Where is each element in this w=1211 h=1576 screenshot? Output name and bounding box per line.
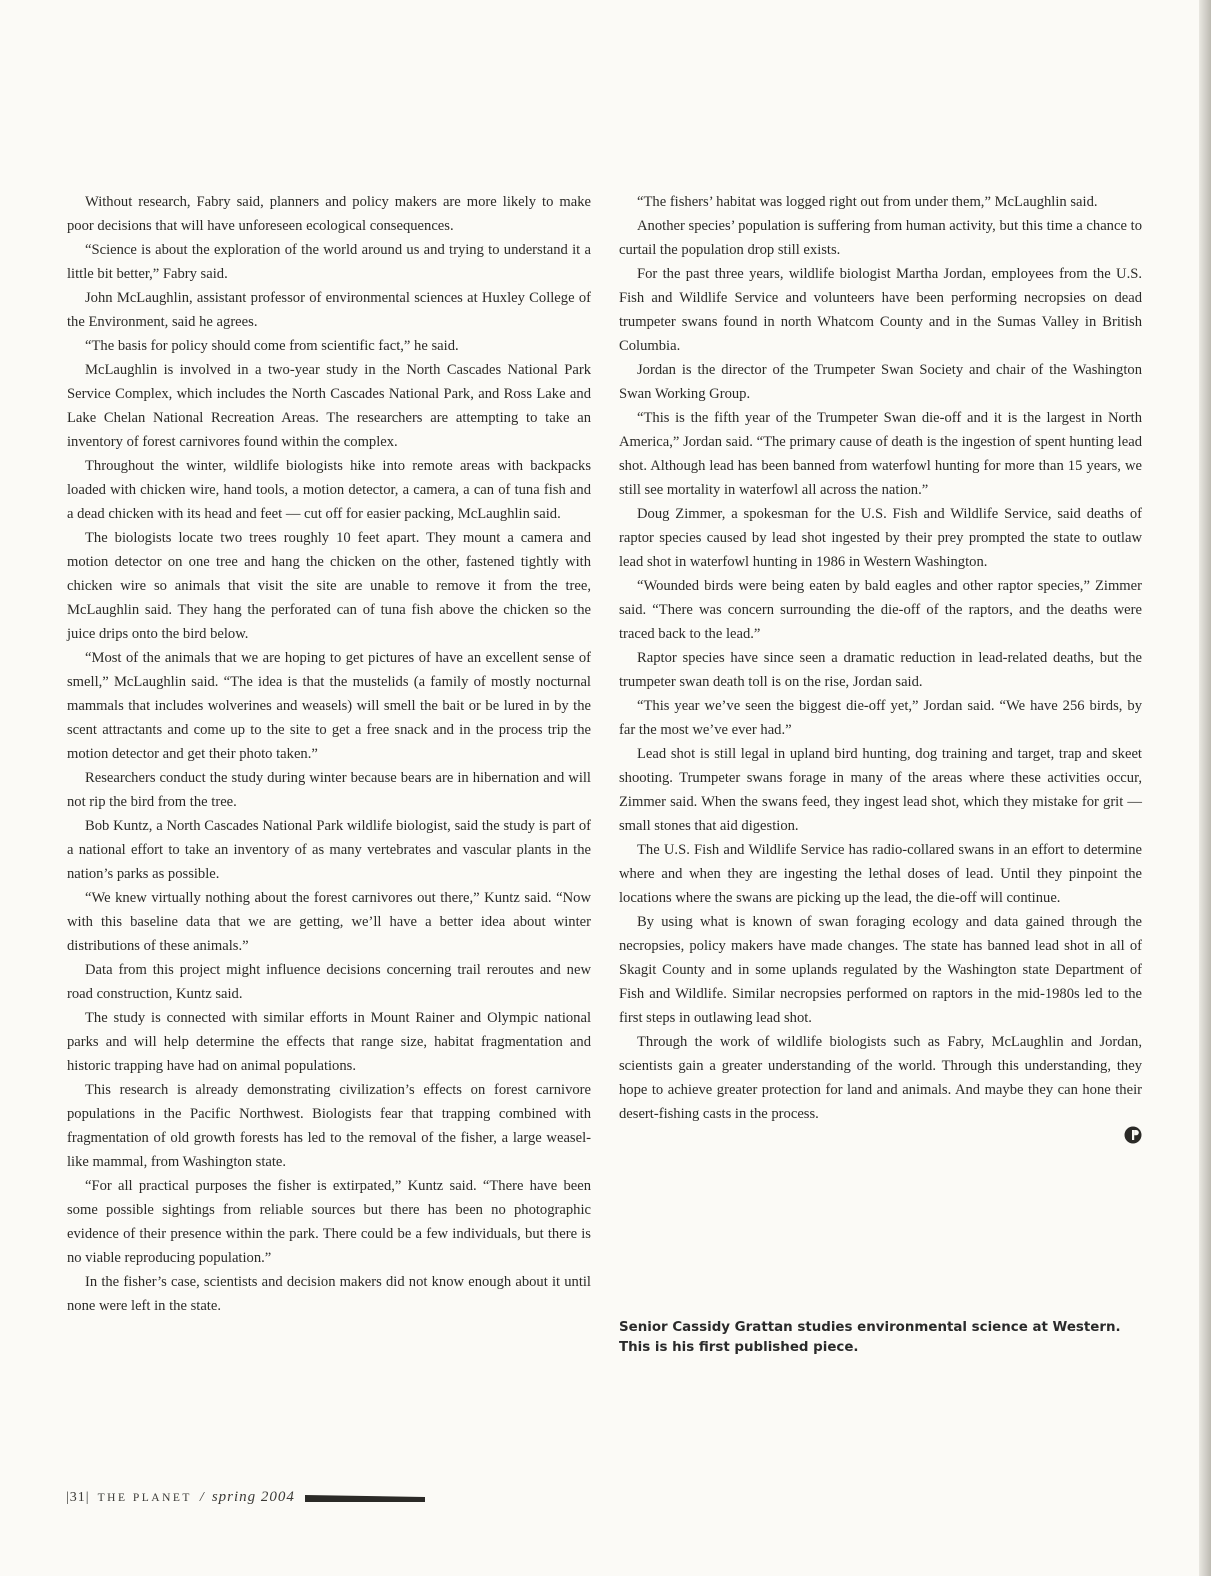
paragraph: The study is connected with similar efforts in Mount Rainer and Olympic national parks and will help determine the effects that range size, habitat fragmentation and historic trapping have had on animal populations. bbox=[67, 1010, 591, 1074]
paragraph: Jordan is the director of the Trumpeter Swan Society and chair of the Washington Swan Working Group. bbox=[619, 362, 1142, 402]
paragraph: Bob Kuntz, a North Cascades National Park wildlife biologist, said the study is part of a national effort to take an inventory of as many vertebrates and vascular plants in the nation’s parks as possible. bbox=[67, 818, 591, 882]
magazine-name: THE PLANET bbox=[97, 1491, 192, 1504]
paragraph: In the fisher’s case, scientists and decision makers did not know enough about it until none were left in the state. bbox=[67, 1274, 591, 1314]
paragraph: This research is already demonstrating civilization’s effects on forest carnivore populations in the Pacific Northwest. Biologists fear that trapping combined with fragmentation of old growth forests has led to the removal of the fisher, a large weasel-like mammal, from Washington state. bbox=[67, 1082, 591, 1170]
paragraph: “The fishers’ habitat was logged right out from under them,” McLaughlin said. bbox=[637, 194, 1098, 210]
page-footer bbox=[66, 1489, 425, 1506]
paragraph: “We knew virtually nothing about the forest carnivores out there,” Kuntz said. “Now with this baseline data that we are getting, we’ll have a better idea about winter distributions of these animals.” bbox=[67, 890, 591, 954]
paragraph: “Wounded birds were being eaten by bald eagles and other raptor species,” Zimmer said. “There was concern surrounding the die-off of the raptors, and the deaths were traced back to the lead.” bbox=[619, 578, 1142, 642]
paragraph: Researchers conduct the study during winter because bears are in hibernation and will not rip the bird from the tree. bbox=[67, 770, 591, 810]
paragraph: “This year we’ve seen the biggest die-off yet,” Jordan said. “We have 256 birds, by far the most we’ve ever had.” bbox=[619, 698, 1142, 738]
paragraph: Doug Zimmer, a spokesman for the U.S. Fish and Wildlife Service, said deaths of raptor species caused by lead shot ingested by their prey prompted the state to outlaw lead shot in waterfowl hunting in 1986 in Western Washington. bbox=[619, 506, 1142, 570]
page-edge-shadow bbox=[1199, 0, 1211, 1576]
paragraph: “Science is about the exploration of the world around us and trying to understand it a little bit better,” Fabry said. bbox=[67, 242, 591, 282]
paragraph: The biologists locate two trees roughly 10 feet apart. They mount a camera and motion detector on one tree and hang the chicken on the other, fastened tightly with chicken wire so animals that visit the site are unable to remove it from the tree, McLaughlin said. They hang the perforated can of tuna fish above the chicken so the juice drips onto the bird below. bbox=[67, 530, 591, 642]
paragraph: McLaughlin is involved in a two-year study in the North Cascades National Park Service Complex, which includes the North Cascades National Park, and Ross Lake and Lake Chelan National Recreation Areas. The researchers are attempting to take an inventory of forest carnivores found within the complex. bbox=[67, 362, 591, 450]
issue-label: spring 2004 bbox=[211, 1489, 295, 1505]
paragraph: “This is the fifth year of the Trumpeter Swan die-off and it is the largest in North America,” Jordan said. “The primary cause of death is the ingestion of spent hunting lead shot. Although lead has been banned from waterfowl hunting for more than 15 years, we still see mortality in waterfowl all across the nation.” bbox=[619, 410, 1142, 498]
article-left-column bbox=[67, 190, 591, 1318]
page-number: |31| bbox=[66, 1489, 90, 1505]
paragraph: Data from this project might influence decisions concerning trail reroutes and new road construction, Kuntz said. bbox=[67, 962, 591, 1002]
end-of-story-mark-icon bbox=[1124, 1126, 1142, 1144]
paragraph: “The basis for policy should come from scientific fact,” he said. bbox=[85, 338, 459, 354]
footer-separator: / bbox=[199, 1489, 204, 1505]
paragraph: Lead shot is still legal in upland bird hunting, dog training and target, trap and skeet shooting. Trumpeter swans forage in many of the areas where these activities occur, Zimmer said. When the swans feed, they ingest lead shot, which they mistake for grit — small stones that aid digestion. bbox=[619, 746, 1142, 834]
paragraph: The U.S. Fish and Wildlife Service has radio-collared swans in an effort to determine where and when they are ingesting the lethal doses of lead. Until they pinpoint the locations where the swans are picking up the lead, the die-off will continue. bbox=[619, 842, 1142, 906]
paragraph: Another species’ population is suffering from human activity, but this time a chance to curtail the population drop still exists. bbox=[619, 218, 1142, 258]
paragraph: Without research, Fabry said, planners and policy makers are more likely to make poor decisions that will have unforeseen ecological consequences. bbox=[67, 194, 591, 234]
paragraph: Through the work of wildlife biologists such as Fabry, McLaughlin and Jordan, scientists gain a greater understanding of the world. Through this understanding, they hope to achieve greater protection for land and animals. And maybe they can hone their desert-fishing casts in the process. bbox=[619, 1034, 1142, 1122]
paragraph: “Most of the animals that we are hoping to get pictures of have an excellent sense of smell,” McLaughlin said. “The idea is that the mustelids (a family of mostly nocturnal mammals that includes wolverines and weasels) will smell the bait or be lured in by the scent attractants and come up to the site to get a free snack and in the process trip the motion detector and get their photo taken.” bbox=[67, 650, 591, 762]
author-bio: Senior Cassidy Grattan studies environmental science at Western. This is his first published piece. bbox=[619, 1320, 1121, 1355]
paragraph: John McLaughlin, assistant professor of environmental sciences at Huxley College of the Environment, said he agrees. bbox=[67, 290, 591, 330]
article-right-column bbox=[619, 190, 1142, 1144]
paragraph: Throughout the winter, wildlife biologists hike into remote areas with backpacks loaded with chicken wire, hand tools, a motion detector, a camera, a can of tuna fish and a dead chicken with its head and feet — cut off for easier packing, McLaughlin said. bbox=[67, 458, 591, 522]
footer-decorative-bar bbox=[305, 1493, 425, 1503]
paragraph: Raptor species have since seen a dramatic reduction in lead-related deaths, but the trumpeter swan death toll is on the rise, Jordan said. bbox=[619, 650, 1142, 690]
paragraph: “For all practical purposes the fisher is extirpated,” Kuntz said. “There have been some possible sightings from reliable sources but there has been no photographic evidence of their presence within the park. There could be a few individuals, but there is no viable reproducing population.” bbox=[67, 1178, 591, 1266]
paragraph: For the past three years, wildlife biologist Martha Jordan, employees from the U.S. Fish and Wildlife Service and volunteers have been performing necropsies on dead trumpeter swans found in north Whatcom County and in the Sumas Valley in British Columbia. bbox=[619, 266, 1142, 354]
paragraph: By using what is known of swan foraging ecology and data gained through the necropsies, policy makers have made changes. The state has banned lead shot in all of Skagit County and in some uplands regulated by the Washington state Department of Fish and Wildlife. Similar necropsies performed on raptors in the mid-1980s led to the first steps in outlawing lead shot. bbox=[619, 914, 1142, 1026]
